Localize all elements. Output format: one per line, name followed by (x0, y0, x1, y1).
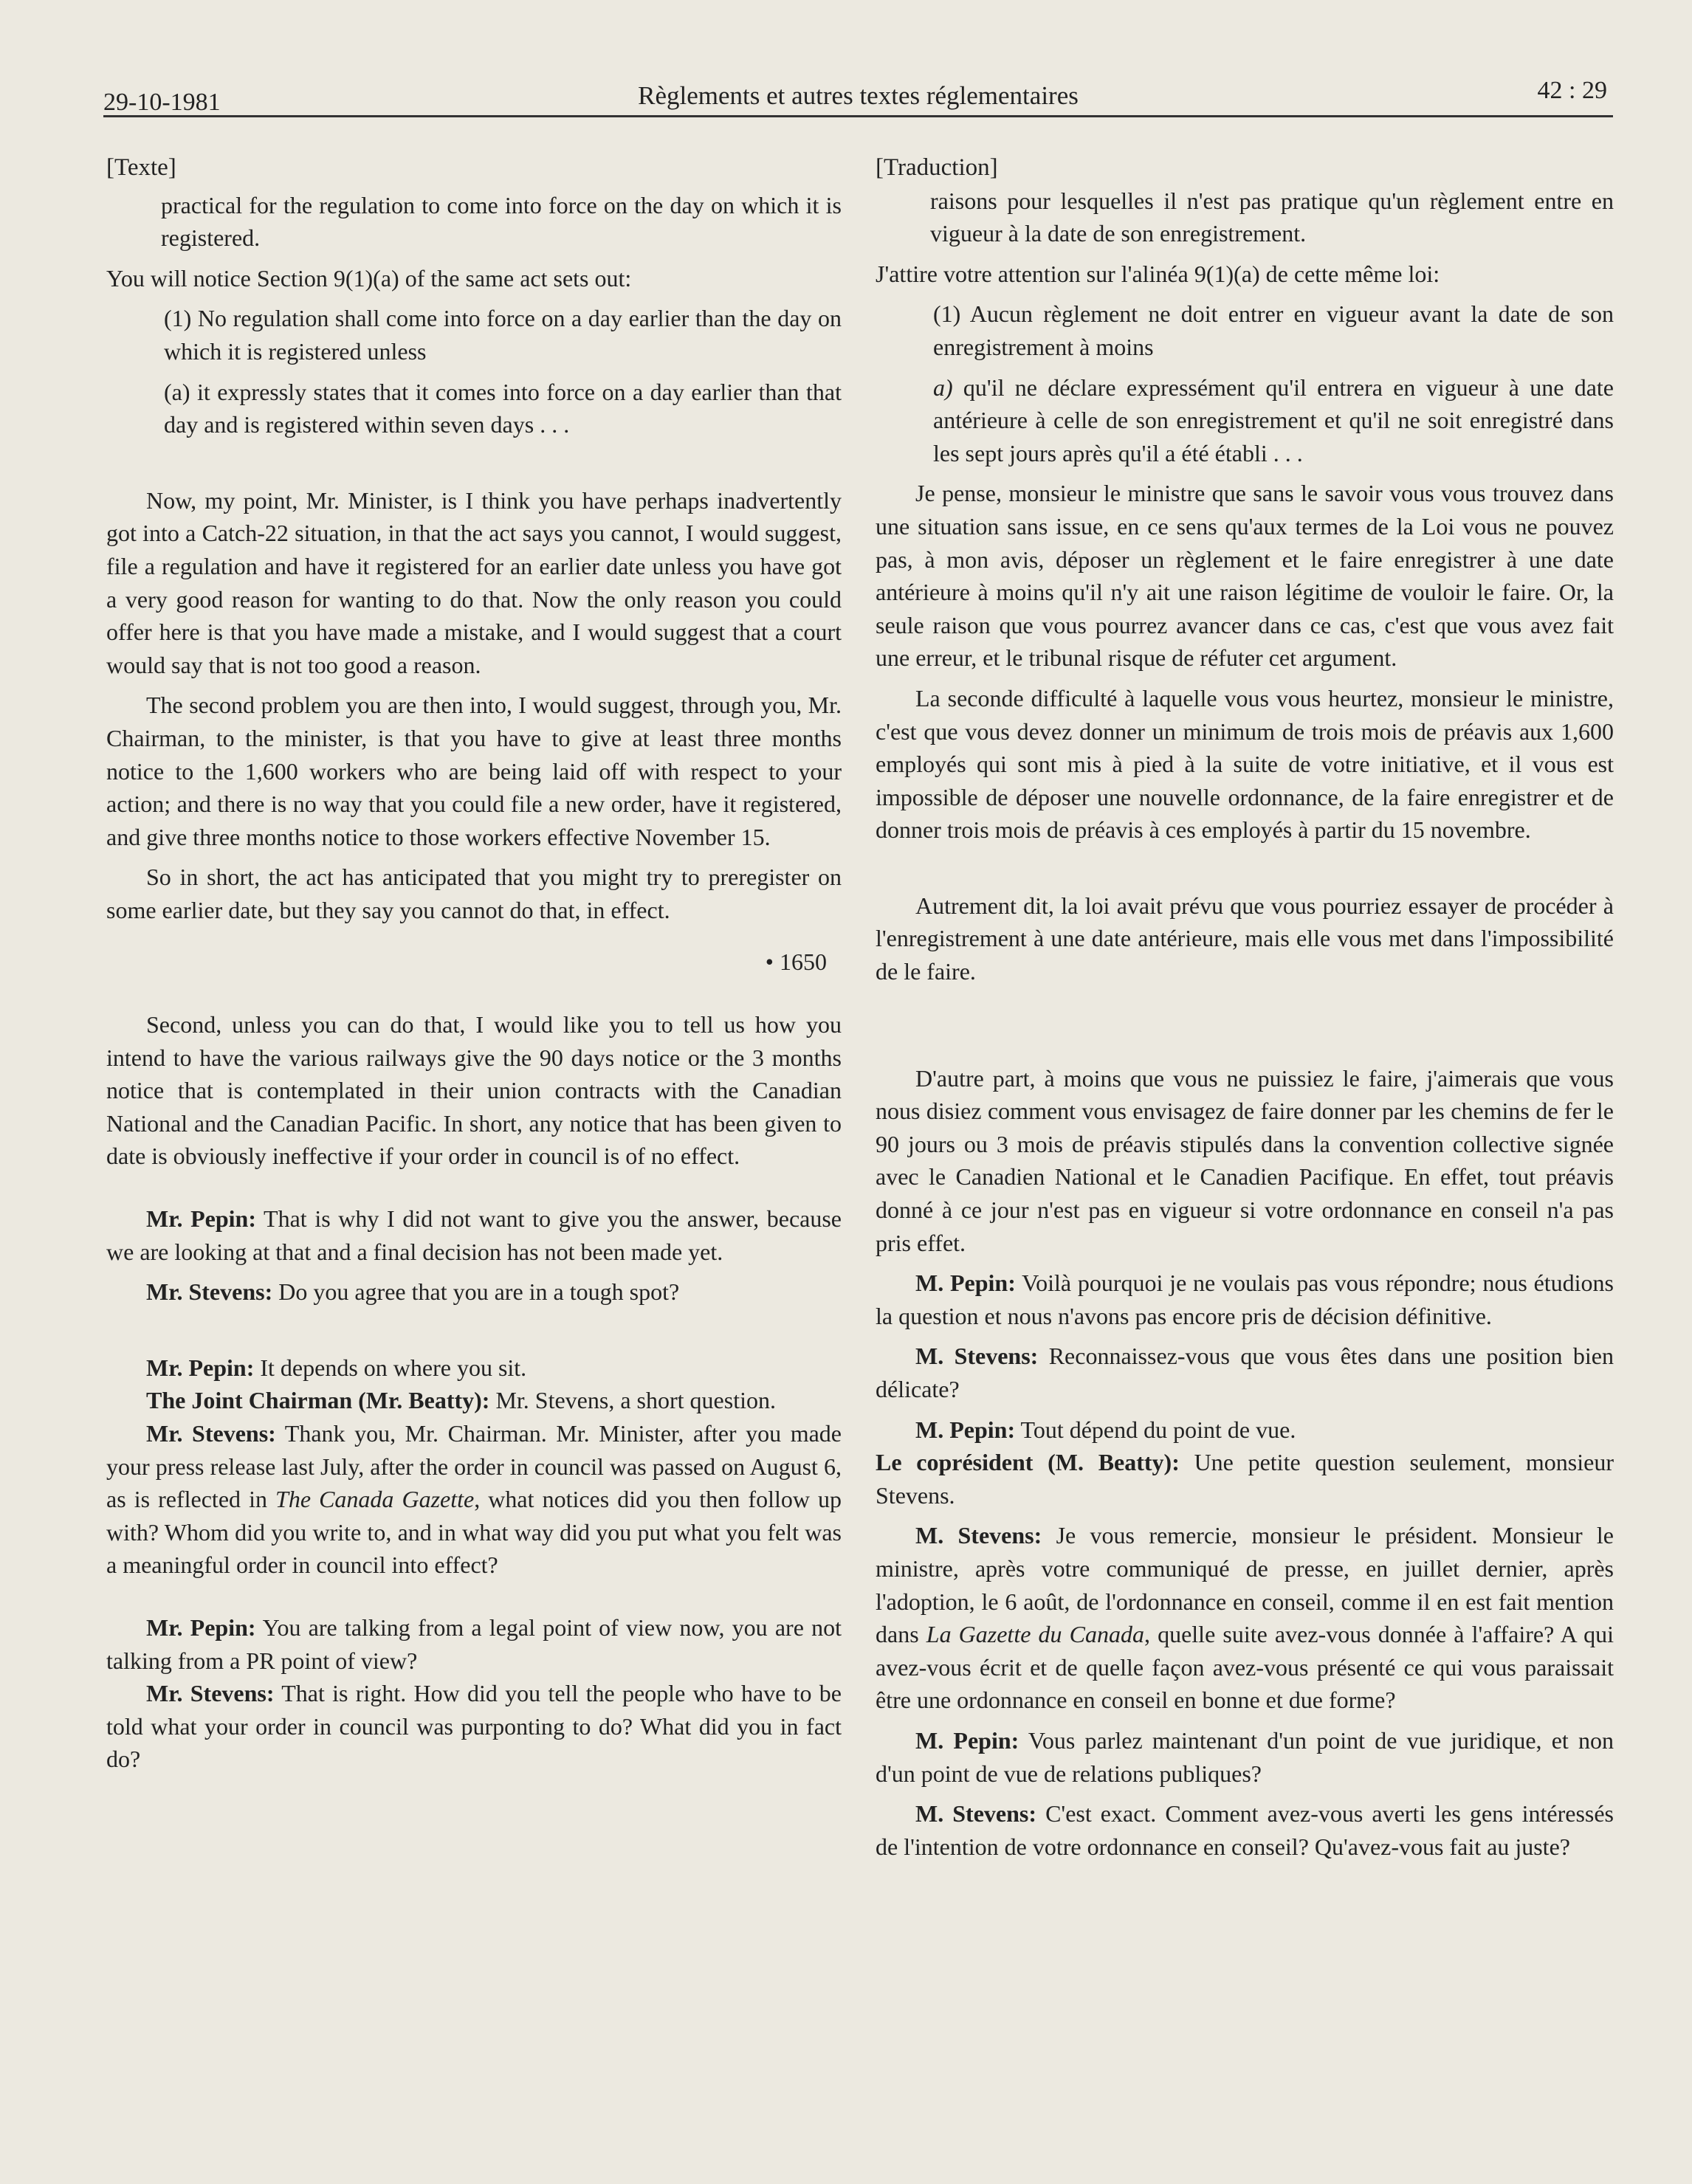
speech-text: , quelle suite avez-vous donnée à l'affaire? A qui avez-vous écrit et de quelle façon avez-vous présenté ce qui vous paraissait être une ordonnance en conseil en bonne et due forme? (876, 1621, 1614, 1714)
quoted-regulation: (1) No regulation shall come into force on a day earlier than the day on which it is registered unless (164, 305, 842, 365)
page-header (103, 77, 1613, 117)
speech-entry (106, 1351, 842, 1385)
speaker-name: Mr. Stevens: (146, 1680, 275, 1707)
english-column (106, 151, 842, 1776)
speaker-name: M. Stevens: (915, 1343, 1039, 1370)
speaker-name: Mr. Pepin: (146, 1205, 256, 1233)
header-date: 29-10-1981 (103, 89, 221, 116)
clause-letter: a) (933, 373, 953, 401)
speech-text: , what notices did you then follow up with? Whom did you write to, and in what way did you put what you felt was a meaningful order in council into effect? (106, 1486, 842, 1579)
paragraph: The second problem you are then into, I would suggest, through you, Mr. Chairman, to the minister, is that you have to give at least three months notice to the 1,600 workers who are being laid off with respect to your action; and there is no way that you could file a new order, have it registered, and give three months notice to those workers effective November 15. (106, 692, 842, 850)
paragraph: Autrement dit, la loi avait prévu que vous pourriez essayer de procéder à l'enregistrement à une date antérieure, mais elle vous met dans l'impossibilité de le faire. (876, 892, 1614, 985)
paragraph: La seconde difficulté à laquelle vous vous heurtez, monsieur le ministre, c'est que vous devez donner un minimum de trois mois de préavis aux 1,600 employés qui sont mis à pied à la suite de votre initiative, et il vous est impossible de déposer une nouvelle ordonnance, de la faire enregistrer et de donner trois mois de préavis à ces employés à partir du 15 novembre. (876, 684, 1614, 844)
speaker-name: M. Pepin: (915, 1270, 1016, 1297)
speaker-name: M. Pepin: (915, 1416, 1016, 1443)
speech-entry (106, 1677, 842, 1776)
speech-text: You are talking from a legal point of view now, you are not talking from a PR point of view? (106, 1613, 842, 1674)
speaker-name: Le coprésident (M. Beatty): (876, 1449, 1180, 1476)
speech-entry (876, 1446, 1614, 1512)
speech-entry (876, 1267, 1614, 1332)
paragraph: practical for the regulation to come into force on the day on which it is registered. (161, 191, 842, 252)
speech-text: That is why I did not want to give you the answer, because we are looking at that and a final decision has not been made yet. (106, 1205, 842, 1265)
header-title: Règlements et autres textes réglementaires (638, 81, 1079, 110)
speaker-name: Mr. Stevens: (146, 1278, 273, 1306)
speech-text: Je vous remercie, monsieur le président. Monsieur le ministre, après votre communiqué de presse, en juillet dernier, après l'adoption, le 6 août, de l'ordonnance en conseil, comme il en est fait mention dans (876, 1522, 1614, 1648)
speaker-name: M. Stevens: (915, 1800, 1037, 1828)
paragraph: So in short, the act has anticipated that you might try to preregister on some earlier date, but they say you cannot do that, in effect. (106, 864, 842, 923)
quoted-regulation: (a) it expressly states that it comes into force on a day earlier than that day and is registered within seven days . . . (164, 378, 842, 438)
paragraph: Je pense, monsieur le ministre que sans le savoir vous vous trouvez dans une situation sans issue, en ce sens qu'aux termes de la Loi vous ne pouvez pas, à mon avis, déposer un règlement et le faire enregistrer à une date antérieure à moins qu'il n'y ait une raison légitime de vouloir le faire. Or, la seule raison que vous pourrez avancer dans ce cas, c'est que vous avez fait une erreur, et le tribunal risque de réfuter cet argument. (876, 480, 1614, 672)
speech-text: Une petite question seulement, monsieur Stevens. (876, 1449, 1614, 1509)
column-label: [Traduction] (876, 154, 998, 181)
paragraph: Now, my point, Mr. Minister, is I think you have perhaps inadvertently got into a Catch-22 situation, in that the act says you cannot, I would suggest, file a regulation and have it registered for an earlier date unless you have got a very good reason for wanting to do that. Now the only reason you could offer here is that you have made a mistake, and I would suggest that a court would say that is not too good a reason. (106, 486, 842, 678)
speech-entry (876, 1413, 1614, 1447)
column-label: [Texte] (106, 154, 176, 181)
speech-text: Thank you, Mr. Chairman. Mr. Minister, after you made your press release last July, after the order in council was passed on August 6, as is reflected in (106, 1420, 842, 1513)
speech-entry (106, 1202, 842, 1268)
quoted-regulation: (1) Aucun règlement ne doit entrer en vigueur avant la date de son enregistrement à moins (933, 300, 1614, 360)
paragraph: J'attire votre attention sur l'alinéa 9(1)(a) de cette même loi: (876, 260, 1440, 287)
speech-text: That is right. How did you tell the people who have to be told what your order in council was purponting to do? What did you in fact do? (106, 1680, 842, 1773)
speech-text: Voilà pourquoi je ne voulais pas vous répondre; nous étudions la question et nous n'avons pas encore pris de décision définitive. (876, 1270, 1614, 1329)
speech-entry (106, 1384, 842, 1417)
time-marker: • 1650 (765, 948, 827, 976)
speech-entry (876, 1797, 1614, 1863)
speech-entry (106, 1275, 842, 1309)
paragraph: D'autre part, à moins que vous ne puissiez le faire, j'aimerais que vous nous disiez comment vous envisagez de faire donner par les chemins de fer le 90 jours ou 3 mois de préavis stipulés dans la convention collective signée avec le Canadien National et le Canadien Pacifique. En effet, tout préavis donné à ce jour n'est pas en vigueur si votre ordonnance en conseil n'a pas pris effet. (876, 1064, 1614, 1256)
speech-entry (876, 1724, 1614, 1790)
publication-title: La Gazette du Canada (926, 1621, 1144, 1648)
speaker-name: M. Stevens: (915, 1522, 1042, 1549)
paragraph: Second, unless you can do that, I would like you to tell us how you intend to have the various railways give the 90 days notice or the 3 months notice that is contemplated in their union contracts with the Canadian National and the Canadian Pacific. In short, any notice that has been given to date is obviously ineffective if your order in council is of no effect. (106, 1011, 842, 1170)
speech-entry (876, 1340, 1614, 1405)
speech-text: Mr. Stevens, a short question. (489, 1387, 776, 1414)
quoted-regulation (876, 371, 1614, 470)
header-page-number: 42 : 29 (1537, 77, 1607, 104)
speech-text: Reconnaissez-vous que vous êtes dans une position bien délicate? (876, 1343, 1614, 1402)
speaker-name: Mr. Pepin: (146, 1613, 256, 1641)
speech-entry (876, 1519, 1614, 1717)
speaker-name: Mr. Stevens: (146, 1420, 276, 1447)
speaker-name: Mr. Pepin: (146, 1354, 255, 1381)
speech-text: Tout dépend du point de vue. (1015, 1416, 1296, 1443)
publication-title: The Canada Gazette (275, 1486, 475, 1513)
speaker-name: The Joint Chairman (Mr. Beatty): (146, 1387, 490, 1414)
speech-text: Vous parlez maintenant d'un point de vue juridique, et non d'un point de vue de relations publiques? (876, 1726, 1614, 1787)
paragraph: raisons pour lesquelles il n'est pas pratique qu'un règlement entre en vigueur à la date de son enregistrement. (930, 187, 1614, 247)
speech-text: It depends on where you sit. (254, 1354, 527, 1381)
speaker-name: M. Pepin: (915, 1726, 1019, 1754)
paragraph: You will notice Section 9(1)(a) of the same act sets out: (106, 264, 632, 292)
french-column (876, 151, 1614, 1863)
clause-text: qu'il ne déclare expressément qu'il entrera en vigueur à une date antérieure à celle de son enregistrement et qu'il ne soit enregistré dans les sept jours après qu'il a été établi . . . (933, 373, 1614, 466)
speech-text: C'est exact. Comment avez-vous averti les gens intéressés de l'intention de votre ordonnance en conseil? Qu'avez-vous fait au juste? (876, 1800, 1614, 1860)
speech-entry (106, 1611, 842, 1677)
speech-entry (106, 1417, 842, 1582)
speech-text: Do you agree that you are in a tough spot? (272, 1278, 680, 1306)
